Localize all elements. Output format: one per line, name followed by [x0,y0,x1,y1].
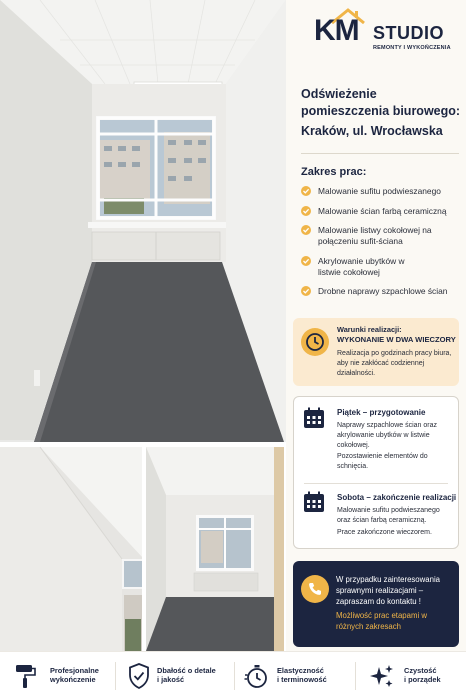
main-office-photo [0,0,286,442]
stopwatch-icon [244,663,270,689]
clock-icon [301,328,329,356]
list-item [301,256,428,278]
page-title: Odświeżenie pomieszczenia biurowego: [301,87,461,118]
divider [355,662,356,690]
schedule-text-2: Pozostawienie elementów do schnięcia. [337,453,428,470]
feature-label: Profesjonalne [50,666,99,675]
contact-box [293,561,459,647]
check-icon [301,286,311,296]
contact-text: W przypadku zainteresowania sprawnymi realizacjami – zapraszam do kontaktu ! [336,575,441,606]
list-item [301,286,466,297]
corner-photo [0,447,142,651]
phone-icon [301,575,329,603]
shield-check-icon [128,663,150,689]
feature-label: Elastyczność [277,666,324,675]
sparkle-icon [368,663,396,691]
divider [301,153,459,154]
logo-km: KM [314,14,359,47]
feature-label: i porządek [404,675,441,684]
list-item [301,225,438,247]
feature-label: i terminowość [277,675,327,684]
feature-label: i jakość [157,675,185,684]
schedule-day: Sobota – zakończenie realizacji [337,493,457,502]
divider [115,662,116,690]
list-item [301,186,466,197]
feature-label: wykończenie [50,675,96,684]
scope-item-text: Drobne naprawy szpachlowe ścian [318,286,448,296]
scope-heading: Zakres prac: [301,166,367,178]
divider [234,662,235,690]
check-icon [301,186,311,196]
schedule-text: Naprawy szpachlowe ścian oraz akrylowanie ubytków w listwie cokołowej. [337,422,437,449]
divider [304,483,448,484]
scope-item-text: Malowanie listwy cokołowej na połączeniu sufit-ściana [318,225,432,246]
schedule-text: Malowanie sufitu podwieszanego oraz ścian farbą ceramiczną. [337,507,440,524]
check-icon [301,225,311,235]
schedule-text-2: Prace zakończone wieczorem. [337,529,432,536]
logo-subtitle: REMONTY I WYKOŃCZENIA [373,45,451,51]
logo-studio: STUDIO [373,23,445,43]
list-item [301,206,466,217]
schedule-day: Piątek – przygotowanie [337,408,426,417]
conditions-headline: WYKONANIE W DWA WIECZORY [337,335,456,344]
company-logo [296,8,456,64]
schedule-box [293,396,459,549]
conditions-label: Warunki realizacji: [337,325,402,334]
scope-item-text: Malowanie ścian farbą ceramiczną [318,205,447,216]
features-bar [0,651,466,700]
conditions-box [293,318,459,386]
location: Kraków, ul. Wrocławska [301,124,443,138]
feature-label: Czystość [404,666,437,675]
check-icon [301,256,311,266]
paint-roller-icon [14,663,38,689]
calendar-icon [303,407,325,429]
calendar-icon [303,491,325,513]
scope-item-text: Malowanie sufitu podwieszanego [318,186,441,196]
check-icon [301,206,311,216]
contact-highlight: Możliwość prac etapami w różnych zakresach [336,611,427,631]
feature-label: Dbałość o detale [157,666,216,675]
doorway-photo [146,447,284,651]
scope-list [301,186,466,306]
scope-item-text: Akrylowanie ubytków w listwie cokołowej [318,255,405,277]
conditions-text: Realizacja po godzinach pracy biura, aby nie zakłócać codziennej działalności. [337,350,452,377]
